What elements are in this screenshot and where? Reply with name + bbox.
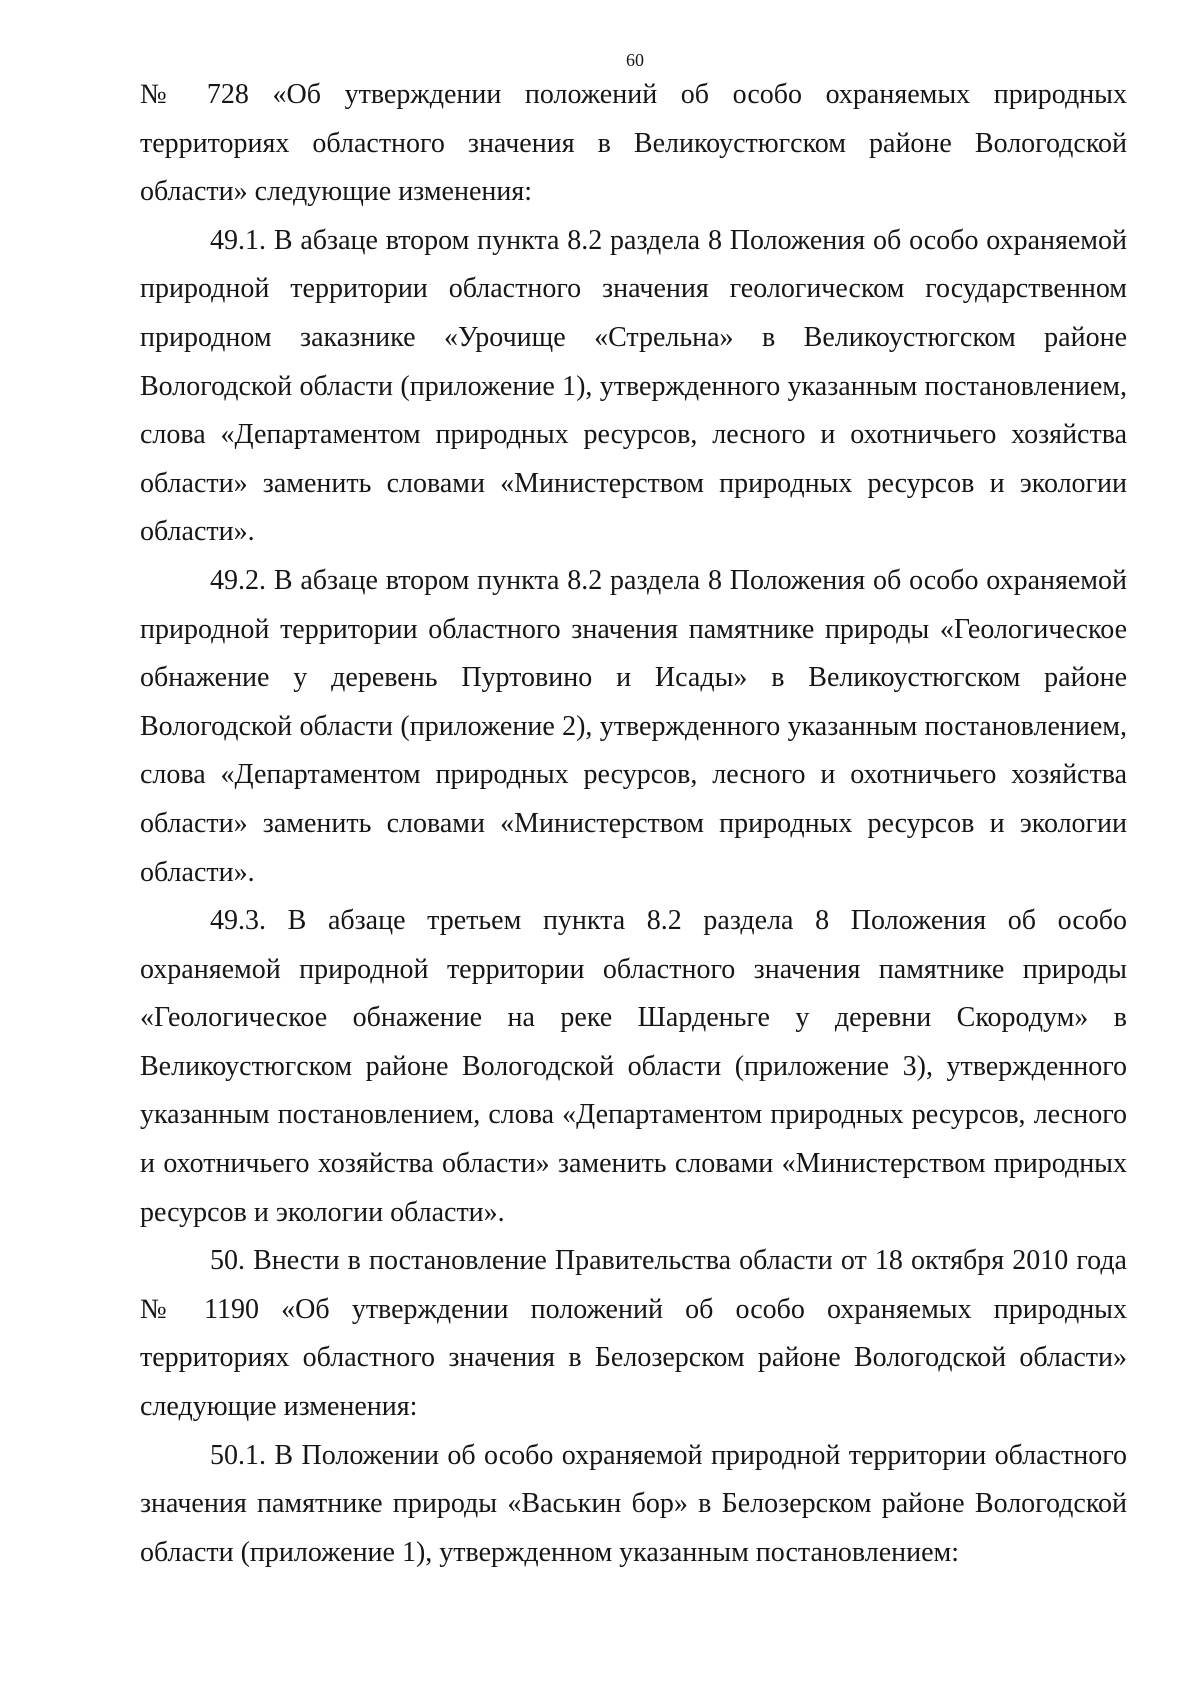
document-body (140, 71, 1127, 1577)
paragraph-49-1: 49.1. В абзаце втором пункта 8.2 раздела 8 Положения об особо охраняемой природной территории областного значения геологическом государственном природном заказнике «Урочище «Стрельна» в Великоустюгском районе Вологодской области (приложение 1), утвержденного указанным постановлением, слова «Департаментом природных ресурсов, лесного и охотничьего хозяйства области» заменить словами «Министерством природных ресурсов и экологии области». (140, 224, 1127, 548)
paragraph-49-3: 49.3. В абзаце третьем пункта 8.2 раздела 8 Положения об особо охраняемой природной территории областного значения памятнике природы «Геологическое обнажение на реке Шарденьге у деревни Скородум» в Великоустюгском районе Вологодской области (приложение 3), утвержденного указанным постановлением, слова «Департаментом природных ресурсов, лесного и охотничьего хозяйства области» заменить словами «Министерством природных ресурсов и экологии области». (140, 905, 1127, 1228)
paragraph-continuation: № 728 «Об утверждении положений об особо охраняемых природных территориях областного значения в Великоустюгском районе Вологодской области» следующие изменения: (140, 79, 1127, 208)
paragraph-50-1: 50.1. В Положении об особо охраняемой природной территории областного значения памятнике природы «Васькин бор» в Белозерском районе Вологодской области (приложение 1), утвержденном указанным постановлением: (140, 1439, 1127, 1568)
paragraph-49-2: 49.2. В абзаце втором пункта 8.2 раздела 8 Положения об особо охраняемой природной территории областного значения памятнике природы «Геологическое обнажение у деревень Пуртовино и Исады» в Великоустюгском районе Вологодской области (приложение 2), утвержденного указанным постановлением, слова «Департаментом природных ресурсов, лесного и охотничьего хозяйства области» заменить словами «Министерством природных ресурсов и экологии области». (140, 564, 1127, 888)
paragraph-50: 50. Внести в постановление Правительства области от 18 октября 2010 года № 1190 «Об утверждении положений об особо охраняемых природных территориях областного значения в Белозерском районе Вологодской области» следующие изменения: (140, 1245, 1127, 1423)
page-number: 60 (626, 50, 644, 70)
